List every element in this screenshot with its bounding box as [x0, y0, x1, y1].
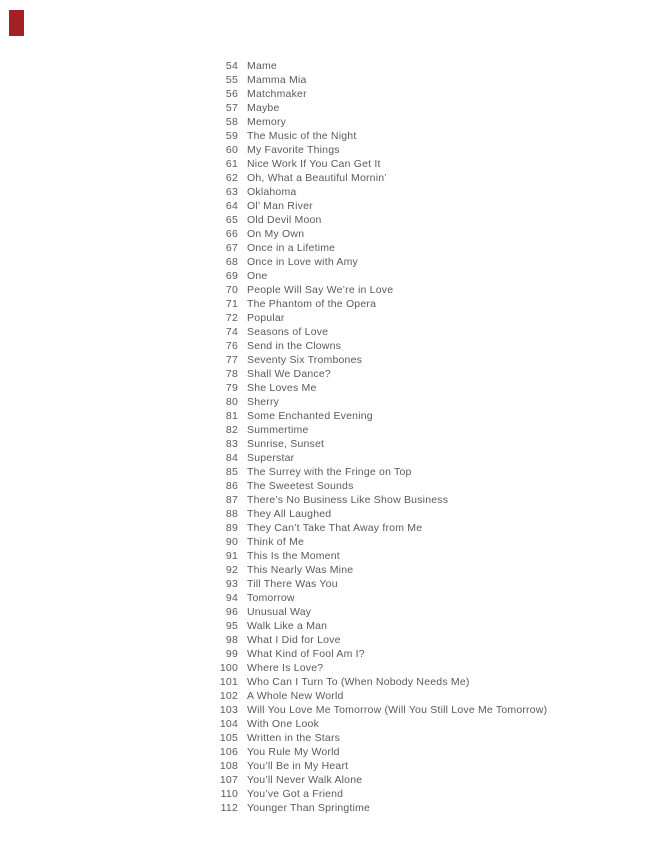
song-page-number: 61: [225, 158, 238, 170]
song-title: Ol’ Man River: [247, 200, 313, 212]
song-page-number: 67: [225, 242, 238, 254]
song-page-number: 72: [225, 312, 238, 324]
index-row: [204, 297, 547, 311]
song-page-number: 105: [219, 732, 238, 744]
index-row: [204, 605, 547, 619]
red-corner-mark: [9, 10, 24, 36]
index-row: [204, 703, 547, 717]
index-row: [204, 381, 547, 395]
song-page-number: 62: [225, 172, 238, 184]
index-row: [204, 367, 547, 381]
song-page-number: 64: [225, 200, 238, 212]
song-page-number: 96: [225, 606, 238, 618]
song-page-number: 98: [225, 634, 238, 646]
index-row: [204, 647, 547, 661]
index-row: [204, 619, 547, 633]
song-page-number: 57: [225, 102, 238, 114]
index-row: [204, 395, 547, 409]
song-page-number: 112: [220, 802, 238, 814]
song-title: Nice Work If You Can Get It: [247, 158, 381, 170]
song-title: Mame: [247, 60, 277, 72]
song-title: They Can’t Take That Away from Me: [247, 522, 423, 534]
song-page-number: 88: [225, 508, 238, 520]
index-row: [204, 661, 547, 675]
index-row: [204, 773, 547, 787]
song-title: The Music of the Night: [247, 130, 357, 142]
index-row: [204, 409, 547, 423]
index-row: [204, 283, 547, 297]
song-title: Summertime: [247, 424, 309, 436]
song-title: You’ve Got a Friend: [247, 788, 344, 800]
index-row: [204, 185, 547, 199]
song-page-number: 101: [219, 676, 238, 688]
song-title: Superstar: [247, 452, 295, 464]
song-title: Shall We Dance?: [247, 368, 331, 380]
song-page-number: 63: [225, 186, 238, 198]
song-page-number: 93: [225, 578, 238, 590]
song-title: Walk Like a Man: [247, 620, 328, 632]
song-page-number: 79: [225, 382, 238, 394]
song-index-list: [204, 59, 547, 815]
song-title: There’s No Business Like Show Business: [247, 494, 449, 506]
song-page-number: 54: [225, 60, 238, 72]
song-page-number: 95: [225, 620, 238, 632]
song-title: Where Is Love?: [247, 662, 324, 674]
song-title: Written in the Stars: [247, 732, 341, 744]
song-page-number: 78: [225, 368, 238, 380]
song-title: Tomorrow: [247, 592, 295, 604]
index-row: [204, 675, 547, 689]
song-page-number: 80: [225, 396, 238, 408]
song-page-number: 92: [225, 564, 238, 576]
song-title: You’ll Never Walk Alone: [247, 774, 363, 786]
song-page-number: 59: [225, 130, 238, 142]
index-row: [204, 213, 547, 227]
index-row: [204, 143, 547, 157]
index-row: [204, 353, 547, 367]
song-page-number: 89: [225, 522, 238, 534]
index-row: [204, 549, 547, 563]
index-row: [204, 731, 547, 745]
song-title: The Sweetest Sounds: [247, 480, 354, 492]
song-title: Some Enchanted Evening: [247, 410, 373, 422]
index-row: [204, 437, 547, 451]
song-title: Seventy Six Trombones: [247, 354, 363, 366]
song-page-number: 83: [225, 438, 238, 450]
index-row: [204, 87, 547, 101]
song-title: You’ll Be in My Heart: [247, 760, 349, 772]
song-title: Sunrise, Sunset: [247, 438, 325, 450]
song-title: Think of Me: [247, 536, 305, 548]
song-title: She Loves Me: [247, 382, 317, 394]
song-page-number: 56: [225, 88, 238, 100]
song-page-number: 104: [219, 718, 238, 730]
song-page-number: 87: [225, 494, 238, 506]
song-title: Popular: [247, 312, 285, 324]
song-title: What Kind of Fool Am I?: [247, 648, 365, 660]
song-title: A Whole New World: [247, 690, 344, 702]
song-page-number: 108: [219, 760, 238, 772]
song-title: What I Did for Love: [247, 634, 341, 646]
song-title: Old Devil Moon: [247, 214, 322, 226]
song-page-number: 110: [220, 788, 238, 800]
index-row: [204, 577, 547, 591]
song-title: The Surrey with the Fringe on Top: [247, 466, 412, 478]
song-title: Oklahoma: [247, 186, 297, 198]
song-page-number: 58: [225, 116, 238, 128]
index-row: [204, 325, 547, 339]
index-row: [204, 73, 547, 87]
index-row: [204, 115, 547, 129]
song-page-number: 107: [219, 774, 238, 786]
song-page-number: 65: [225, 214, 238, 226]
index-row: [204, 633, 547, 647]
song-page-number: 106: [219, 746, 238, 758]
song-title: This Is the Moment: [247, 550, 340, 562]
index-row: [204, 479, 547, 493]
index-row: [204, 59, 547, 73]
song-page-number: 60: [225, 144, 238, 156]
song-title: Matchmaker: [247, 88, 307, 100]
index-row: [204, 591, 547, 605]
index-row: [204, 535, 547, 549]
index-row: [204, 745, 547, 759]
index-row: [204, 689, 547, 703]
song-title: Till There Was You: [247, 578, 338, 590]
song-page-number: 85: [225, 466, 238, 478]
index-row: [204, 171, 547, 185]
song-page-number: 69: [225, 270, 238, 282]
song-title: Oh, What a Beautiful Mornin’: [247, 172, 387, 184]
song-title: Seasons of Love: [247, 326, 329, 338]
song-title: One: [247, 270, 268, 282]
index-row: [204, 493, 547, 507]
index-row: [204, 241, 547, 255]
song-title: With One Look: [247, 718, 320, 730]
song-page-number: 102: [219, 690, 238, 702]
song-page-number: 82: [225, 424, 238, 436]
song-title: Once in a Lifetime: [247, 242, 336, 254]
song-page-number: 99: [225, 648, 238, 660]
song-title: You Rule My World: [247, 746, 340, 758]
song-title: Who Can I Turn To (When Nobody Needs Me): [247, 676, 470, 688]
song-page-number: 68: [225, 256, 238, 268]
song-title: My Favorite Things: [247, 144, 340, 156]
song-page-number: 100: [219, 662, 238, 674]
song-page-number: 55: [225, 74, 238, 86]
index-row: [204, 311, 547, 325]
song-title: People Will Say We’re in Love: [247, 284, 394, 296]
song-title: Unusual Way: [247, 606, 312, 618]
song-title: On My Own: [247, 228, 305, 240]
song-page-number: 76: [225, 340, 238, 352]
song-page-number: 90: [225, 536, 238, 548]
index-row: [204, 717, 547, 731]
song-page-number: 77: [225, 354, 238, 366]
song-title: The Phantom of the Opera: [247, 298, 377, 310]
song-title: Sherry: [247, 396, 280, 408]
song-title: They All Laughed: [247, 508, 332, 520]
song-page-number: 91: [225, 550, 238, 562]
song-page-number: 84: [225, 452, 238, 464]
song-page-number: 94: [225, 592, 238, 604]
song-title: Once in Love with Amy: [247, 256, 358, 268]
song-title: Maybe: [247, 102, 280, 114]
song-title: Memory: [247, 116, 287, 128]
index-row: [204, 801, 547, 815]
song-page-number: 81: [225, 410, 238, 422]
index-row: [204, 129, 547, 143]
index-row: [204, 227, 547, 241]
song-title: Will You Love Me Tomorrow (Will You Still Love Me Tomorrow): [247, 704, 548, 716]
index-row: [204, 759, 547, 773]
song-page-number: 71: [225, 298, 238, 310]
index-row: [204, 787, 547, 801]
index-row: [204, 507, 547, 521]
song-title: Mamma Mia: [247, 74, 307, 86]
song-title: This Nearly Was Mine: [247, 564, 354, 576]
index-row: [204, 255, 547, 269]
index-row: [204, 423, 547, 437]
index-row: [204, 451, 547, 465]
index-row: [204, 563, 547, 577]
index-row: [204, 101, 547, 115]
song-title: Send in the Clowns: [247, 340, 342, 352]
song-page-number: 66: [225, 228, 238, 240]
index-row: [204, 269, 547, 283]
index-row: [204, 157, 547, 171]
index-row: [204, 199, 547, 213]
index-row: [204, 521, 547, 535]
song-page-number: 70: [225, 284, 238, 296]
song-page-number: 74: [225, 326, 238, 338]
song-title: Younger Than Springtime: [247, 802, 371, 814]
song-page-number: 86: [225, 480, 238, 492]
song-page-number: 103: [219, 704, 238, 716]
index-row: [204, 339, 547, 353]
index-row: [204, 465, 547, 479]
